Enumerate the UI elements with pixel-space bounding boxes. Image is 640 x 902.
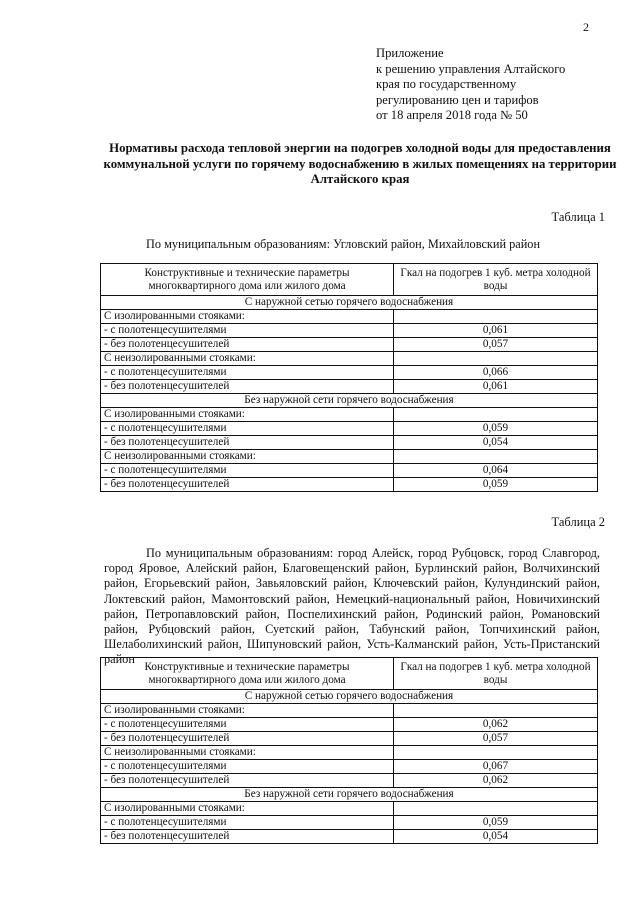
table-row-item <box>101 816 598 830</box>
document-title: Нормативы расхода тепловой энергии на подогрев холодной воды для предоставления коммунальной услуги по горячему водоснабжению в жилых помещениях на территории Алтайского края <box>103 141 617 187</box>
norms-table-2 <box>100 657 598 844</box>
gcal-value: 0,067 <box>394 760 598 774</box>
parameter-label: - без полотенцесушителей <box>101 478 394 492</box>
table-row-item <box>101 324 598 338</box>
group-label: С неизолированными стояками: <box>101 450 394 464</box>
gcal-value <box>394 408 598 422</box>
parameter-label: - с полотенцесушителями <box>101 422 394 436</box>
gcal-value: 0,059 <box>394 478 598 492</box>
section-heading: С наружной сетью горячего водоснабжения <box>101 296 598 310</box>
section-heading: Без наружной сети горячего водоснабжения <box>101 394 598 408</box>
gcal-value: 0,066 <box>394 366 598 380</box>
table-row-section <box>101 690 598 704</box>
group-label: С неизолированными стояками: <box>101 746 394 760</box>
table-row-group <box>101 408 598 422</box>
table-row-item <box>101 464 598 478</box>
parameter-label: - без полотенцесушителей <box>101 380 394 394</box>
gcal-value <box>394 310 598 324</box>
gcal-value: 0,059 <box>394 422 598 436</box>
gcal-value: 0,057 <box>394 732 598 746</box>
appendix-line: к решению управления Алтайского <box>376 61 566 76</box>
table-row-section <box>101 296 598 310</box>
header-gcal: Гкал на подогрев 1 куб. метра холодной воды <box>394 658 598 690</box>
parameter-label: - с полотенцесушителями <box>101 366 394 380</box>
group-label: С изолированными стояками: <box>101 310 394 324</box>
parameter-label: - с полотенцесушителями <box>101 324 394 338</box>
gcal-value: 0,054 <box>394 436 598 450</box>
table-row-item <box>101 718 598 732</box>
table-2-label: Таблица 2 <box>551 515 605 529</box>
table-row-item <box>101 478 598 492</box>
norms-table-1 <box>100 263 598 492</box>
gcal-value <box>394 746 598 760</box>
appendix-line: от 18 апреля 2018 года № 50 <box>376 108 528 122</box>
table-header-row <box>101 264 598 296</box>
parameter-label: - без полотенцесушителей <box>101 338 394 352</box>
parameter-label: - с полотенцесушителями <box>101 718 394 732</box>
gcal-value: 0,064 <box>394 464 598 478</box>
parameter-label: - без полотенцесушителей <box>101 436 394 450</box>
header-gcal: Гкал на подогрев 1 куб. метра холодной воды <box>394 264 598 296</box>
gcal-value <box>394 352 598 366</box>
gcal-value: 0,057 <box>394 338 598 352</box>
group-label: С изолированными стояками: <box>101 802 394 816</box>
table-row-group <box>101 704 598 718</box>
appendix-block <box>376 46 565 124</box>
table-row-section <box>101 788 598 802</box>
parameter-label: - с полотенцесушителями <box>101 760 394 774</box>
table-row-section <box>101 394 598 408</box>
header-parameters: Конструктивные и технические параметры многоквартирного дома или жилого дома <box>101 264 394 296</box>
gcal-value <box>394 450 598 464</box>
table-row-group <box>101 746 598 760</box>
parameter-label: - с полотенцесушителями <box>101 816 394 830</box>
group-label: С изолированными стояками: <box>101 408 394 422</box>
gcal-value: 0,059 <box>394 816 598 830</box>
section-heading: С наружной сетью горячего водоснабжения <box>101 690 598 704</box>
table-row-group <box>101 450 598 464</box>
gcal-value <box>394 802 598 816</box>
page-number: 2 <box>583 20 589 34</box>
table-row-item <box>101 760 598 774</box>
table-1-label: Таблица 1 <box>551 210 605 224</box>
table-row-item <box>101 732 598 746</box>
group-label: С изолированными стояками: <box>101 704 394 718</box>
gcal-value <box>394 704 598 718</box>
gcal-value: 0,062 <box>394 718 598 732</box>
table-row-item <box>101 774 598 788</box>
appendix-line: регулированию цен и тарифов <box>376 92 539 107</box>
table-row-group <box>101 310 598 324</box>
table-row-item <box>101 338 598 352</box>
header-parameters: Конструктивные и технические параметры многоквартирного дома или жилого дома <box>101 658 394 690</box>
table-row-group <box>101 802 598 816</box>
table-row-item <box>101 422 598 436</box>
parameter-label: - с полотенцесушителями <box>101 464 394 478</box>
parameter-label: - без полотенцесушителей <box>101 732 394 746</box>
table-row-item <box>101 436 598 450</box>
table-row-item <box>101 380 598 394</box>
table-header-row <box>101 658 598 690</box>
table-1-intro: По муниципальным образованиям: Угловский район, Михайловский район <box>146 237 541 251</box>
gcal-value: 0,054 <box>394 830 598 844</box>
gcal-value: 0,061 <box>394 324 598 338</box>
gcal-value: 0,062 <box>394 774 598 788</box>
group-label: С неизолированными стояками: <box>101 352 394 366</box>
parameter-label: - без полотенцесушителей <box>101 774 394 788</box>
table-row-item <box>101 366 598 380</box>
section-heading: Без наружной сети горячего водоснабжения <box>101 788 598 802</box>
table-row-item <box>101 830 598 844</box>
table-2-intro: По муниципальным образованиям: город Алейск, город Рубцовск, город Славгород, город Яровое, Алейский район, Благовещенский район, Бурлинский район, Волчихинский район, Егорьевский район, Завьяловский район, Ключевский район, Кулундинский район, Локтевский район, Мамонтовский район, Немецкий-национальный район, Новичихинский район, Петропавловский район, Поспелихинский район, Родинский район, Романовский район, Рубцовский район, Суетский район, Табунский район, Топчихинский район, Шелаболихинский район, Шипуновский район, Усть-Калманский район, Усть-Пристанский район <box>104 546 600 667</box>
table-row-group <box>101 352 598 366</box>
parameter-label: - без полотенцесушителей <box>101 830 394 844</box>
appendix-line: Приложение <box>376 46 444 60</box>
appendix-line: края по государственному <box>376 77 517 91</box>
gcal-value: 0,061 <box>394 380 598 394</box>
